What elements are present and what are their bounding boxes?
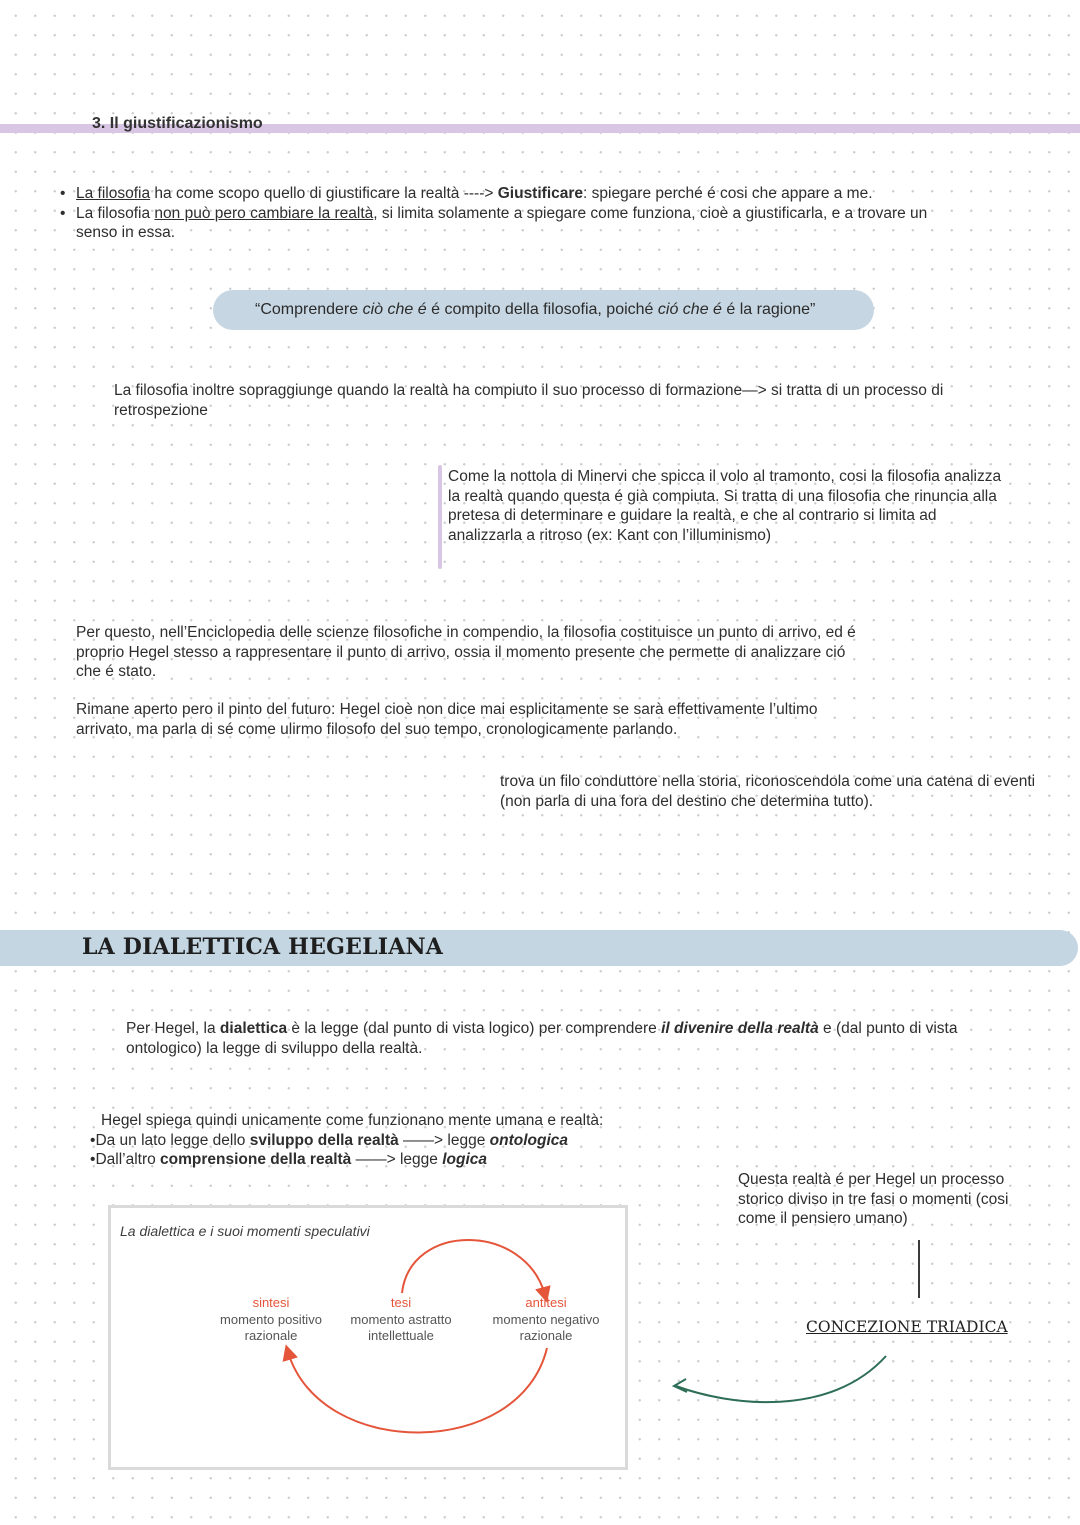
bullet-text: , si limita solamente a spiegare come funziona, cioè a giustificarla, e a trovare un senso in essa. — [76, 204, 928, 241]
quote-italic: ció che é — [657, 301, 722, 318]
bullet-text: La filosofia — [76, 204, 155, 222]
quote-part: é la ragione” — [721, 301, 816, 318]
bullet-text: : spiegare perché é cosi che appare a me. — [583, 185, 873, 202]
bold-italic-term: il divenire della realtà — [661, 1020, 819, 1037]
tesi-desc-2: intellettuale — [368, 1328, 434, 1343]
bullet-marker: • — [60, 185, 66, 202]
bold-term: comprensione della realtà — [160, 1151, 352, 1168]
section-title: 3. Il giustificazionismo — [92, 115, 263, 132]
antitesi-desc-2: razionale — [519, 1328, 573, 1343]
antitesi-desc-1: momento negativo — [492, 1311, 600, 1327]
law-text: ——> legge — [351, 1151, 443, 1168]
arrow-triadica-figure — [676, 1356, 886, 1402]
side-note: Questa realtà é per Hegel un processo storico diviso in tre fasi o momenti (cosi come il pensiero umano) — [738, 1171, 1009, 1227]
concezione-triadica-label: CONCEZIONE TRIADICA — [806, 1318, 1008, 1336]
antitesi-name: antitesi — [525, 1295, 567, 1310]
intro-text: Per Hegel, la — [126, 1020, 220, 1037]
law-text: ——> legge — [398, 1131, 490, 1149]
bold-italic-term: logica — [442, 1151, 487, 1168]
underlined-phrase: non può pero cambiare la realtà — [154, 204, 374, 222]
law-text: Da un lato legge dello — [95, 1131, 250, 1149]
quote-part: “Comprendere — [255, 301, 363, 318]
spiega-line: Hegel spiega quindi unicamente come funzionano mente umana e realtà: — [101, 1112, 604, 1129]
paragraph-filo-conduttore: trova un filo conduttore nella storia, riconoscendola come una catena di eventi (non parla di una fora del destino che determina tutto). — [500, 773, 1036, 810]
law-text: Dall’altro — [95, 1151, 161, 1168]
bullet-marker: • — [60, 204, 66, 222]
paragraph-retrospezione: La filosofia inoltre sopraggiunge quando la realtà ha compiuto il suo processo di formazione—> si tratta di un processo di retrospezione — [114, 382, 944, 419]
paragraph-futuro: Rimane aperto pero il pinto del futuro: Hegel cioè non dice mai esplicitamente se sarà effettivamente l’ultimo arrivato, ma parla di sé come ulirmo filosofo del suo tempo, cronologicamente parlando. — [76, 701, 818, 738]
bold-italic-term: ontologica — [489, 1131, 568, 1149]
sintesi-name: sintesi — [252, 1295, 290, 1310]
quote-part: é compito della filosofia, poiché — [426, 301, 658, 318]
paragraph-minerva: Come la nottola di Minervi che spicca il volo al tramonto, cosi la filosofia analizza la realtà quando questa é già compiuta. Si tratta di una filosofia che rinuncia alla pretesa di determinare e guidare la realtà, e che al contrario si limita ad analizzarla a ritroso (ex: Kant con l’illuminismo) — [448, 468, 1002, 544]
bullet-marker: • — [90, 1131, 96, 1149]
sintesi-desc-1: momento positivo — [220, 1311, 322, 1327]
link-la-filosofia[interactable]: La filosofia — [76, 185, 151, 202]
bold-term: sviluppo della realtà — [249, 1131, 399, 1149]
quote-italic: ciò che é — [362, 301, 427, 318]
arrow-tesi-antitesi — [402, 1240, 545, 1295]
section-title: LA DIALETTICA HEGELIANA — [82, 934, 444, 960]
tesi-desc-1: momento astratto — [350, 1311, 452, 1327]
sintesi-desc-2: razionale — [244, 1328, 298, 1343]
bold-term: Giustificare — [497, 185, 584, 202]
tesi-name: tesi — [390, 1295, 412, 1310]
arrow-antitesi-sintesi — [288, 1348, 547, 1433]
bullet-text: ha come scopo quello di giustificare la realtà ----> — [150, 185, 498, 202]
paragraph-enciclopedia: Per questo, nell’Enciclopedia delle scienze filosofiche in compendio, la filosofia costituisce un punto di arrivo, ed é proprio Hegel stesso a rappresentare il punto di arrivo, ossia il momento presente che permette di analizzare ció che é stato. — [76, 624, 856, 680]
figure-caption: La dialettica e i suoi momenti speculativi — [120, 1223, 370, 1239]
arrow-head-green — [674, 1379, 687, 1392]
intro-text: e (dal punto di vista ontologico) la legge di sviluppo della realtà. — [126, 1020, 958, 1057]
bullet-marker: • — [90, 1151, 96, 1168]
bold-term: dialettica — [219, 1020, 288, 1037]
intro-text: è la legge (dal punto di vista logico) per comprendere — [287, 1020, 662, 1037]
